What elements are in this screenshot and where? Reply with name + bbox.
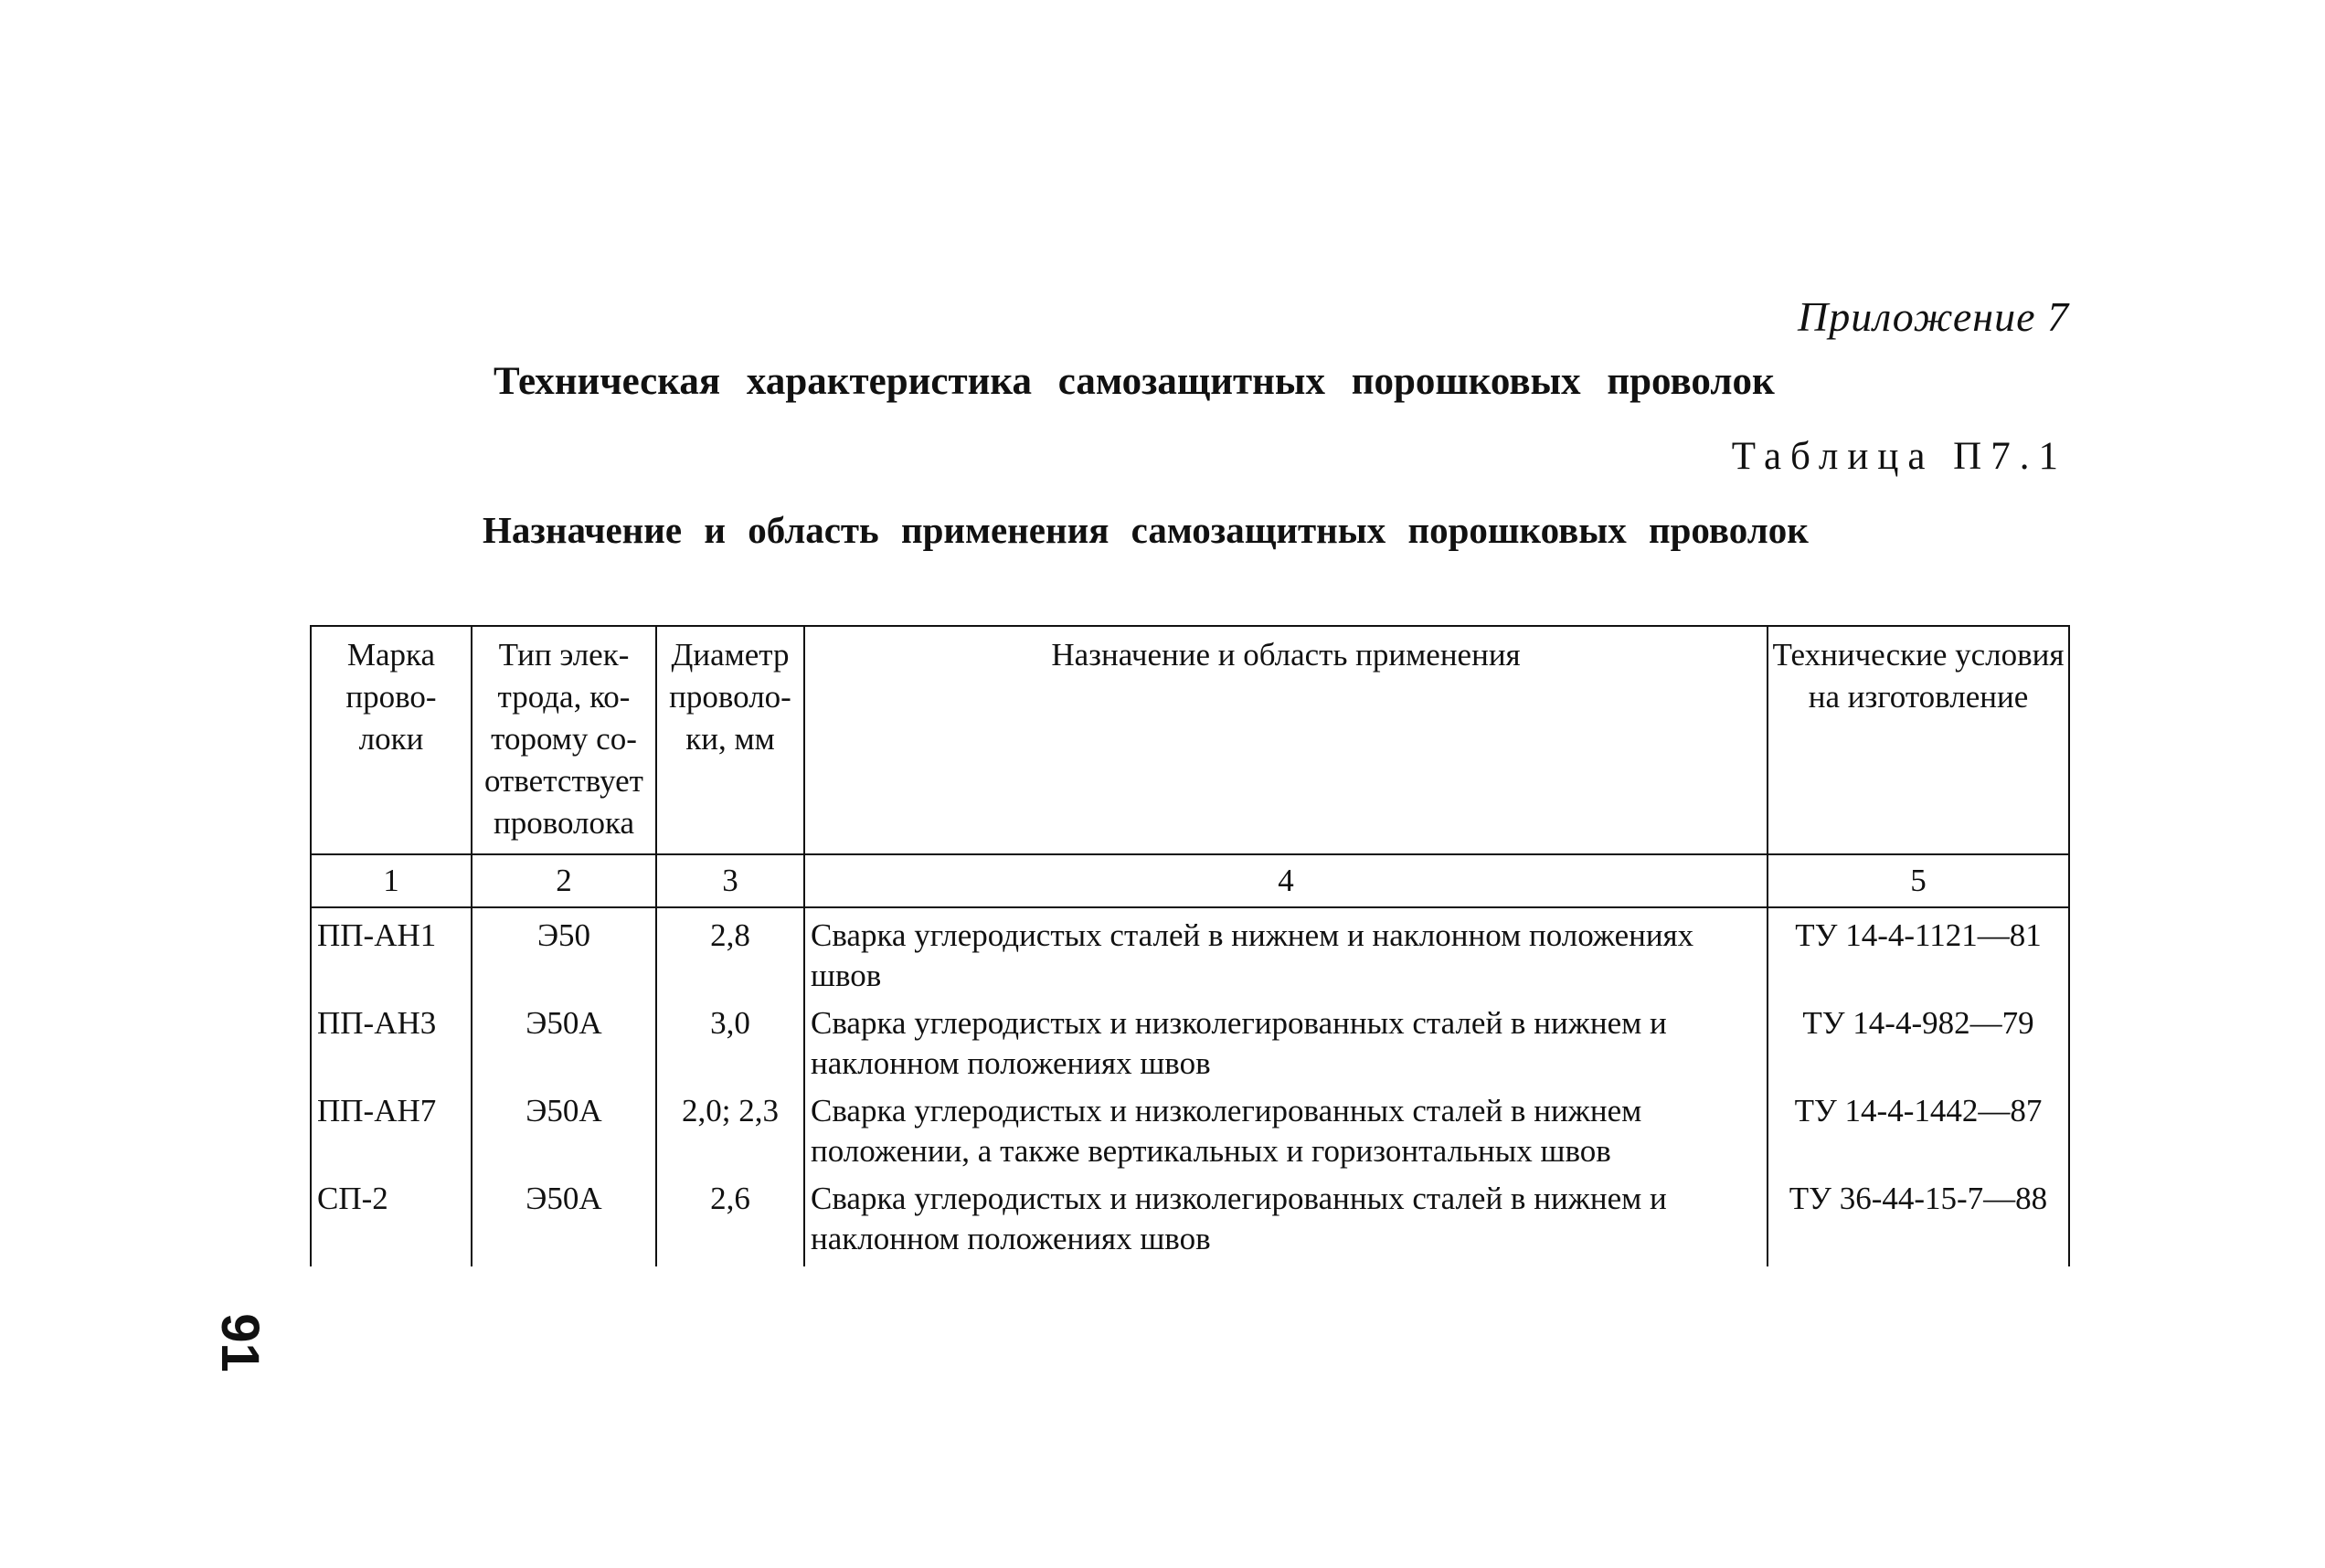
cell-electrode: Э50А bbox=[472, 1084, 656, 1171]
table-row bbox=[311, 996, 2069, 1084]
cell-spec: ТУ 36-44-15-7—88 bbox=[1768, 1171, 2069, 1266]
cell-diameter: 2,6 bbox=[656, 1171, 804, 1266]
appendix-label: Приложение 7 bbox=[1797, 293, 2069, 340]
header-purpose: Назначение и область применения bbox=[804, 626, 1768, 854]
header-tech-spec: Технические условия на изготовление bbox=[1768, 626, 2069, 854]
cell-purpose: Сварка углеродистых и низколегированных сталей в нижнем и наклонном положениях швов bbox=[804, 1171, 1768, 1266]
header-electrode-type: Тип элек- трода, ко- торому со- ответствует проволока bbox=[472, 626, 656, 854]
wire-spec-table bbox=[310, 625, 2070, 1266]
column-number: 2 bbox=[472, 854, 656, 907]
cell-mark: СП-2 bbox=[311, 1171, 472, 1266]
cell-diameter: 2,8 bbox=[656, 907, 804, 996]
column-number: 5 bbox=[1768, 854, 2069, 907]
column-number-row bbox=[311, 854, 2069, 907]
cell-mark: ПП-АН7 bbox=[311, 1084, 472, 1171]
table-header-row bbox=[311, 626, 2069, 854]
cell-purpose: Сварка углеродистых сталей в нижнем и наклонном положениях швов bbox=[804, 907, 1768, 996]
cell-spec: ТУ 14-4-982—79 bbox=[1768, 996, 2069, 1084]
cell-diameter: 3,0 bbox=[656, 996, 804, 1084]
cell-purpose: Сварка углеродистых и низколегированных сталей в нижнем и наклонном положениях швов bbox=[804, 996, 1768, 1084]
cell-electrode: Э50А bbox=[472, 996, 656, 1084]
cell-purpose: Сварка углеродистых и низколегированных сталей в нижнем положении, а также вертикальных и горизонтальных швов bbox=[804, 1084, 1768, 1171]
table-row bbox=[311, 1171, 2069, 1266]
column-number: 4 bbox=[804, 854, 1768, 907]
cell-mark: ПП-АН1 bbox=[311, 907, 472, 996]
cell-electrode: Э50 bbox=[472, 907, 656, 996]
table-row bbox=[311, 1084, 2069, 1171]
column-number: 1 bbox=[311, 854, 472, 907]
table-subtitle: Назначение и область применения самозащитных порошковых проволок bbox=[483, 509, 1809, 551]
cell-mark: ПП-АН3 bbox=[311, 996, 472, 1084]
column-number: 3 bbox=[656, 854, 804, 907]
main-title: Техническая характеристика самозащитных порошковых проволок bbox=[494, 360, 1775, 403]
header-mark: Марка прово- локи bbox=[311, 626, 472, 854]
table-label: Таблица П7.1 bbox=[1731, 435, 2067, 478]
cell-diameter: 2,0; 2,3 bbox=[656, 1084, 804, 1171]
cell-spec: ТУ 14-4-1121—81 bbox=[1768, 907, 2069, 996]
table-row bbox=[311, 907, 2069, 996]
cell-electrode: Э50А bbox=[472, 1171, 656, 1266]
cell-spec: ТУ 14-4-1442—87 bbox=[1768, 1084, 2069, 1171]
page-number: 91 bbox=[209, 1313, 270, 1372]
header-diameter: Диаметр проволо- ки, мм bbox=[656, 626, 804, 854]
